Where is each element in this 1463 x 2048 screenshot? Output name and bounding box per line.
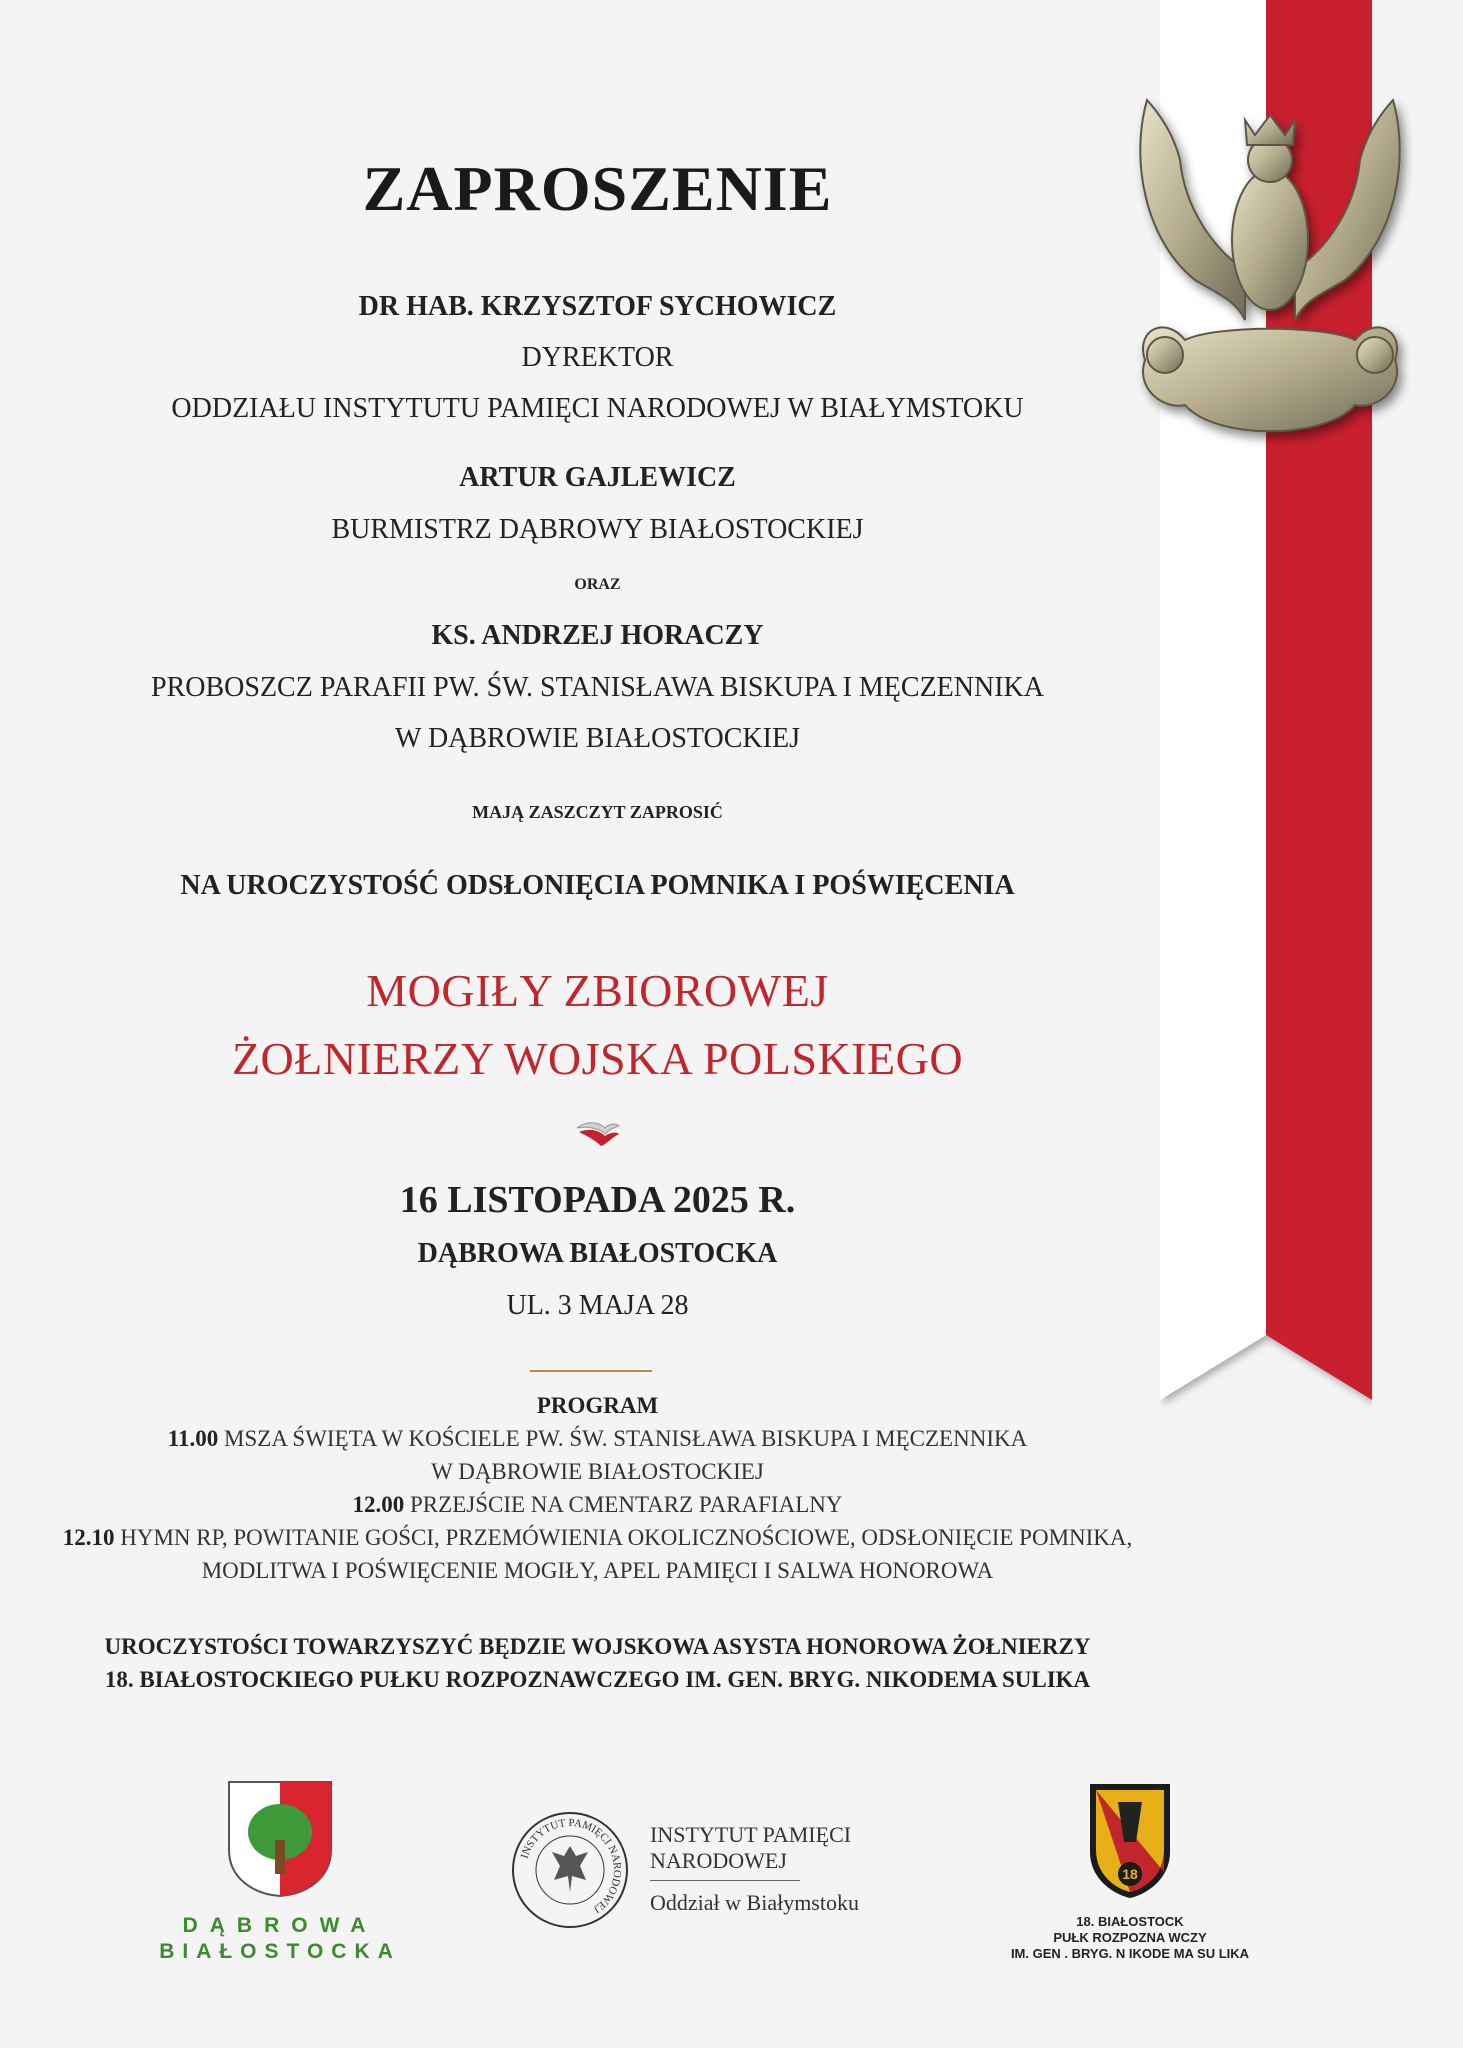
dabrowa-name-line1: DĄBROWA bbox=[182, 1914, 378, 1937]
host1-name: DR HAB. KRZYSZTOF SYCHOWICZ bbox=[358, 291, 837, 322]
program-item bbox=[40, 1426, 1155, 1452]
ipn-name-line2: NARODOWEJ bbox=[650, 1848, 787, 1873]
regiment-badge-number: 18 bbox=[1122, 1866, 1138, 1882]
event-street: UL. 3 MAJA 28 bbox=[506, 1290, 689, 1321]
dabrowa-coat-of-arms-icon bbox=[227, 1780, 333, 1898]
ipn-divider bbox=[650, 1880, 800, 1881]
program-heading: PROGRAM bbox=[536, 1393, 659, 1418]
host2-name: ARTUR GAJLEWICZ bbox=[459, 462, 736, 493]
program-text: PRZEJŚCIE NA CMENTARZ PARAFIALNY bbox=[410, 1492, 843, 1517]
program-time: 12.10 bbox=[62, 1525, 115, 1550]
host3-name: KS. ANDRZEJ HORACZY bbox=[431, 620, 764, 651]
program-item-cont: MODLITWA I POŚWIĘCENIE MOGIŁY, APEL PAMIĘCI I SALWA HONOROWA bbox=[201, 1558, 994, 1583]
regiment-line1: 18. BIAŁOSTOCK bbox=[1076, 1914, 1184, 1929]
program-item-cont: W DĄBROWIE BIAŁOSTOCKIEJ bbox=[431, 1459, 764, 1484]
host1-org: ODDZIAŁU INSTYTUTU PAMIĘCI NARODOWEJ W BIAŁYMSTOKU bbox=[171, 393, 1024, 424]
regiment-line2: PUŁK ROZPOZNA WCZY bbox=[1053, 1930, 1207, 1945]
conjunction: ORAZ bbox=[574, 576, 621, 593]
headline-line2: ŻOŁNIERZY WOJSKA POLSKIEGO bbox=[231, 1033, 964, 1084]
program-item bbox=[40, 1525, 1155, 1551]
regiment-line3: IM. GEN . BRYG. N IKODE MA SU LIKA bbox=[1010, 1946, 1250, 1961]
regiment-logo bbox=[1000, 1782, 1260, 1962]
ipn-seal-text: INSTYTUT PAMIĘCI NARODOWEJ bbox=[518, 1816, 624, 1916]
honor-text: MAJĄ ZASZCZYT ZAPROSIĆ bbox=[472, 802, 723, 822]
dabrowa-logo bbox=[150, 1780, 410, 1964]
ipn-logo bbox=[510, 1810, 930, 1930]
program-text: HYMN RP, POWITANIE GOŚCI, PRZEMÓWIENIA OKOLICZNOŚCIOWE, ODSŁONIĘCIE POMNIKA, bbox=[120, 1525, 1133, 1550]
program-time: 12.00 bbox=[352, 1492, 405, 1517]
program-item bbox=[40, 1492, 1155, 1518]
military-eagle-emblem bbox=[1125, 90, 1415, 480]
ipn-name-line1: INSTYTUT PAMIĘCI bbox=[650, 1822, 852, 1847]
ipn-branch: Oddział w Białymstoku bbox=[650, 1890, 859, 1915]
ipn-seal-icon bbox=[510, 1810, 630, 1930]
dabrowa-name-line2: BIAŁOSTOCKA bbox=[159, 1940, 401, 1963]
event-town: DĄBROWA BIAŁOSTOCKA bbox=[417, 1238, 778, 1269]
program-time: 11.00 bbox=[167, 1426, 219, 1451]
host2-role: BURMISTRZ DĄBROWY BIAŁOSTOCKIEJ bbox=[331, 514, 864, 545]
page-title: ZAPROSZENIE bbox=[362, 153, 833, 224]
event-date: 16 LISTOPADA 2025 R. bbox=[399, 1179, 796, 1221]
headline-line1: MOGIŁY ZBIOROWEJ bbox=[366, 965, 829, 1016]
flag-ornament-icon bbox=[575, 1118, 621, 1148]
host3-role-line1: PROBOSZCZ PARAFII PW. ŚW. STANISŁAWA BISKUPA I MĘCZENNIKA bbox=[151, 672, 1044, 703]
event-text: NA UROCZYSTOŚĆ ODSŁONIĘCIA POMNIKA I POŚWIĘCENIA bbox=[180, 870, 1015, 901]
program-text: MSZA ŚWIĘTA W KOŚCIELE PW. ŚW. STANISŁAWA BISKUPA I MĘCZENNIKA bbox=[224, 1426, 1028, 1451]
host1-role: DYREKTOR bbox=[521, 342, 674, 373]
escort-line1: UROCZYSTOŚCI TOWARZYSZYĆ BĘDZIE WOJSKOWA ASYSTA HONOROWA ŻOŁNIERZY bbox=[104, 1634, 1091, 1659]
host3-role-line2: W DĄBROWIE BIAŁOSTOCKIEJ bbox=[395, 723, 800, 754]
regiment-badge-icon bbox=[1088, 1782, 1172, 1900]
divider bbox=[530, 1370, 652, 1372]
escort-line2: 18. BIAŁOSTOCKIEGO PUŁKU ROZPOZNAWCZEGO IM. GEN. BRYG. NIKODEMA SULIKA bbox=[104, 1667, 1091, 1692]
